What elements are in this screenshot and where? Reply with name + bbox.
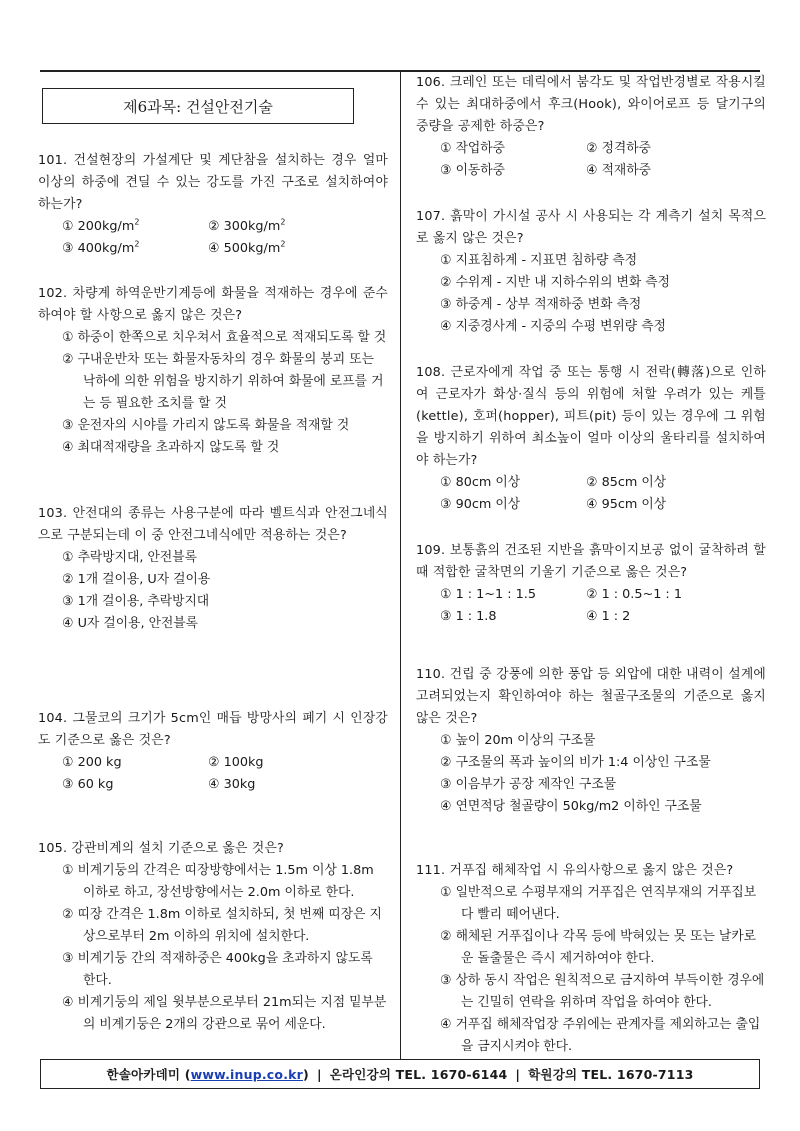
- option-4: ④ $500kg/m^2$: [208, 239, 286, 256]
- option-3: ③ 이음부가 공장 제작인 구조물: [440, 777, 617, 792]
- option-4: ④ 비계기둥의 제일 윗부분으로부터 21m되는 지점 밑부분의 비계기둥은 2개의 강관으로 묶어 세운다.: [62, 995, 387, 1032]
- section-title: [42, 88, 354, 124]
- footer-bar: [40, 1059, 760, 1089]
- option-1: ① 추락방지대, 안전블록: [62, 550, 197, 565]
- option-3: ③ 이동하중: [440, 163, 506, 178]
- option-4: ④ 연면적당 철골량이 50kg/m2 이하인 구조물: [440, 799, 702, 814]
- option-4: ④ 적재하중: [586, 163, 652, 178]
- question-stem: 111. 거푸집 해체작업 시 유의사항으로 옳지 않은 것은?: [416, 863, 734, 878]
- question-109: [416, 540, 766, 628]
- footer-academy: 한솔아카데미: [106, 1067, 181, 1082]
- option-3: ③ $400kg/m^2$: [62, 239, 140, 256]
- option-4: ④ 30kg: [208, 777, 256, 792]
- option-2: ② $300kg/m^2$: [208, 217, 286, 234]
- question-105: [38, 838, 388, 1036]
- question-stem: 105. 강관비계의 설치 기준으로 옳은 것은?: [38, 841, 285, 856]
- options: [416, 882, 766, 1058]
- question-stem: 107. 흙막이 가시설 공사 시 사용되는 각 계측기 설치 목적으로 옳지 않은 것은?: [416, 209, 766, 246]
- question-stem: 102. 차량계 하역운반기계등에 화물을 적재하는 경우에 준수하여야 할 사항으로 옳지 않은 것은?: [38, 286, 388, 323]
- question-stem: 101. 건설현장의 가설계단 및 계단참을 설치하는 경우 얼마 이상의 하중에 견딜 수 있는 강도를 가진 구조로 설치하여야 하는가?: [38, 153, 388, 212]
- option-2: ② 1개 걸이용, U자 걸이용: [62, 572, 211, 587]
- options: [416, 584, 766, 628]
- options: [416, 138, 766, 182]
- option-3: ③ 1개 걸이용, 추락방지대: [62, 594, 210, 609]
- option-4: ④ 최대적재량을 초과하지 않도록 할 것: [62, 440, 280, 455]
- option-1: ① 작업하중: [440, 141, 506, 156]
- footer-website-link[interactable]: www.inup.co.kr: [190, 1066, 304, 1082]
- footer-paren-open: (: [184, 1066, 191, 1082]
- question-104: [38, 708, 388, 796]
- question-stem: 110. 건립 중 강풍에 의한 풍압 등 외압에 대한 내력이 설계에 고려되었는지 확인하여야 하는 철골구조물의 기준으로 옳지 않은 것은?: [416, 667, 766, 726]
- column-divider: [400, 70, 401, 1060]
- option-1: ① 일반적으로 수평부재의 거푸집은 연직부재의 거푸집보다 빨리 떼어낸다.: [440, 885, 757, 922]
- question-stem: 103. 안전대의 종류는 사용구분에 따라 벨트식과 안전그네식으로 구분되는데 이 중 안전그네식에만 적용하는 것은?: [38, 506, 388, 543]
- option-2: ② 100kg: [208, 755, 264, 770]
- question-stem: 106. 크레인 또는 데릭에서 붐각도 및 작업반경별로 작용시킬 수 있는 최대하중에서 후크(Hook), 와이어로프 등 달기구의 중량을 공제한 하중은?: [416, 75, 766, 134]
- option-2: ② 해체된 거푸집이나 각목 등에 박혀있는 못 또는 날카로운 돌출물은 즉시 제거하여야 한다.: [440, 929, 756, 966]
- option-1: ① 1 : 1~1 : 1.5: [440, 587, 536, 602]
- option-3: ③ 비계기둥 간의 적재하중은 400kg을 초과하지 않도록 한다.: [62, 951, 373, 988]
- option-4: ④ U자 걸이용, 안전블록: [62, 616, 199, 631]
- options: [38, 216, 388, 260]
- option-3: ③ 90cm 이상: [440, 497, 521, 512]
- footer-separator: |: [316, 1066, 322, 1082]
- question-102: [38, 283, 388, 459]
- options: [38, 752, 388, 796]
- options: [38, 547, 388, 635]
- options: [38, 327, 388, 459]
- question-101: [38, 150, 388, 260]
- option-1: ① 비계기둥의 간격은 띠장방향에서는 1.5m 이상 1.8m 이하로 하고, 장선방향에서는 2.0m 이하로 한다.: [62, 863, 374, 900]
- option-2: ② 구조물의 폭과 높이의 비가 1:4 이상인 구조물: [440, 755, 711, 770]
- options: [416, 472, 766, 516]
- option-1: ① $200kg/m^2$: [62, 217, 140, 234]
- question-103: [38, 503, 388, 635]
- footer-separator: |: [515, 1066, 521, 1082]
- footer-paren-close: ): [303, 1066, 309, 1082]
- question-stem: 109. 보통흙의 건조된 지반을 흙막이지보공 없이 굴착하려 할 때 적합한 굴착면의 기울기 기준으로 옳은 것은?: [416, 543, 766, 580]
- option-2: ② 85cm 이상: [586, 475, 667, 490]
- question-stem: 104. 그물코의 크기가 5cm인 매듭 방망사의 폐기 시 인장강도 기준으로 옳은 것은?: [38, 711, 388, 748]
- question-110: [416, 664, 766, 818]
- question-111: [416, 860, 766, 1058]
- option-1: ① 하중이 한쪽으로 치우쳐서 효율적으로 적재되도록 할 것: [62, 330, 387, 345]
- option-1: ① 80cm 이상: [440, 475, 521, 490]
- option-3: ③ 상하 동시 작업은 원칙적으로 금지하여 부득이한 경우에는 긴밀히 연락을 위하며 작업을 하여야 한다.: [440, 973, 765, 1010]
- option-3: ③ 60 kg: [62, 777, 114, 792]
- option-2: ② 수위계 - 지반 내 지하수위의 변화 측정: [440, 275, 671, 290]
- option-1: ① 200 kg: [62, 755, 122, 770]
- option-2: ② 구내운반차 또는 화물자동차의 경우 화물의 붕괴 또는 낙하에 의한 위험을 방지하기 위하여 화물에 로프를 거는 등 필요한 조치를 할 것: [62, 352, 384, 411]
- option-1: ① 높이 20m 이상의 구조물: [440, 733, 596, 748]
- option-4: ④ 지중경사계 - 지중의 수평 변위량 측정: [440, 319, 666, 334]
- options: [416, 730, 766, 818]
- question-106: [416, 72, 766, 182]
- option-4: ④ 95cm 이상: [586, 497, 667, 512]
- option-2: ② 정격하중: [586, 141, 652, 156]
- footer-offline-phone: 학원강의 TEL. 1670-7113: [528, 1067, 694, 1082]
- option-2: ② 1 : 0.5~1 : 1: [586, 587, 682, 602]
- option-3: ③ 1 : 1.8: [440, 609, 497, 624]
- question-107: [416, 206, 766, 338]
- section-title-text: 제6과목: 건설안전기술: [123, 97, 273, 116]
- option-2: ② 띠장 간격은 1.8m 이하로 설치하되, 첫 번째 띠장은 지상으로부터 2m 이하의 위치에 설치한다.: [62, 907, 382, 944]
- option-3: ③ 운전자의 시야를 가리지 않도록 화물을 적재할 것: [62, 418, 350, 433]
- option-4: ④ 거푸집 해체작업장 주위에는 관계자를 제외하고는 출입을 금지시켜야 한다.: [440, 1017, 761, 1054]
- option-3: ③ 하중계 - 상부 적재하중 변화 측정: [440, 297, 642, 312]
- option-4: ④ 1 : 2: [586, 609, 631, 624]
- options: [416, 250, 766, 338]
- question-108: [416, 362, 766, 516]
- question-stem: 108. 근로자에게 작업 중 또는 통행 시 전락(轉落)으로 인하여 근로자가 화상·질식 등의 위험에 처할 우려가 있는 케틀(kettle), 호퍼(hopper), 피트(pit) 등이 있는 경우에 그 위험을 방지하기 위하여 최소높이 얼마 이상의 울타리를 설치하여야 하는가?: [416, 365, 766, 468]
- option-1: ① 지표침하계 - 지표면 침하량 측정: [440, 253, 638, 268]
- options: [38, 860, 388, 1036]
- footer-online-phone: 온라인강의 TEL. 1670-6144: [329, 1067, 508, 1082]
